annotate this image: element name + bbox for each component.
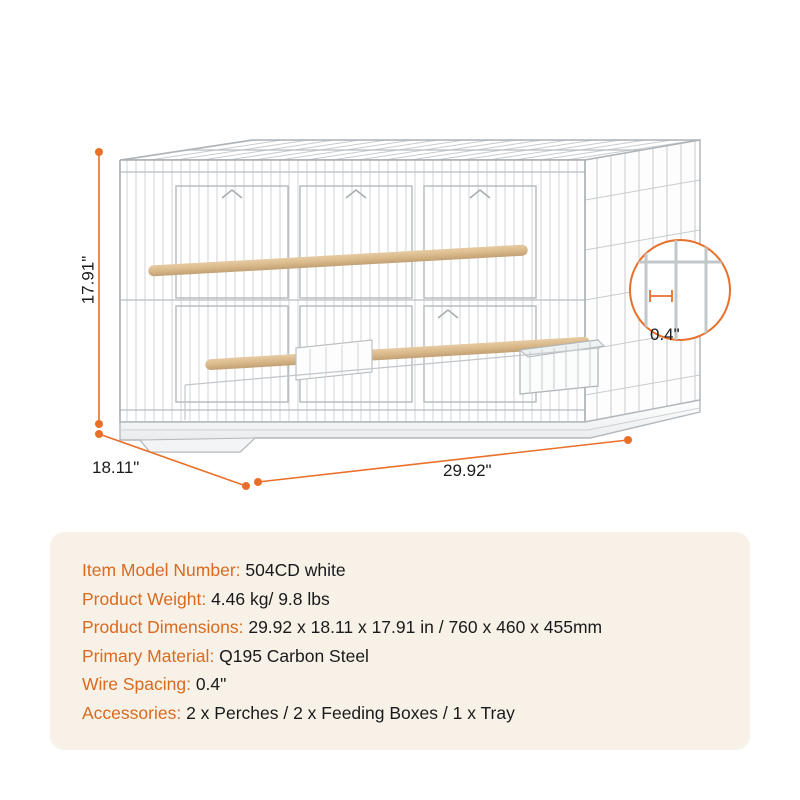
spec-key: Accessories: [82, 702, 182, 723]
spec-value: 504CD white [245, 560, 346, 580]
specifications-panel [50, 532, 750, 750]
spec-value: 2 x Perches / 2 x Feeding Boxes / 1 x Tray [186, 702, 515, 723]
spec-key: Item Model Number: [82, 560, 241, 580]
spec-value: 0.4" [195, 674, 227, 694]
spec-value: 29.92 x 18.11 x 17.91 in / 760 x 460 x 455mm [248, 617, 603, 637]
spec-key: Wire Spacing: [82, 674, 191, 694]
dimension-label-width: 29.92" [443, 461, 492, 480]
spec-key: Product Weight: [82, 588, 207, 609]
spec-row [82, 642, 750, 671]
spec-row [82, 585, 750, 614]
dimension-label-height: 17.91" [78, 255, 98, 305]
spec-row [82, 699, 750, 728]
spec-row [82, 613, 750, 642]
spec-key: Product Dimensions: [82, 617, 244, 637]
dimension-label-wire-spacing: 0.4" [650, 325, 680, 344]
spec-key: Primary Material: [82, 645, 215, 666]
spec-row [82, 556, 750, 585]
wire-spacing-callout [630, 240, 730, 340]
spec-value: Q195 Carbon Steel [219, 645, 369, 666]
feeding-box-right [520, 340, 604, 394]
dimension-label-depth: 18.11" [92, 458, 140, 477]
spec-row [82, 670, 750, 699]
spec-value: 4.46 kg/ 9.8 lbs [211, 588, 330, 609]
